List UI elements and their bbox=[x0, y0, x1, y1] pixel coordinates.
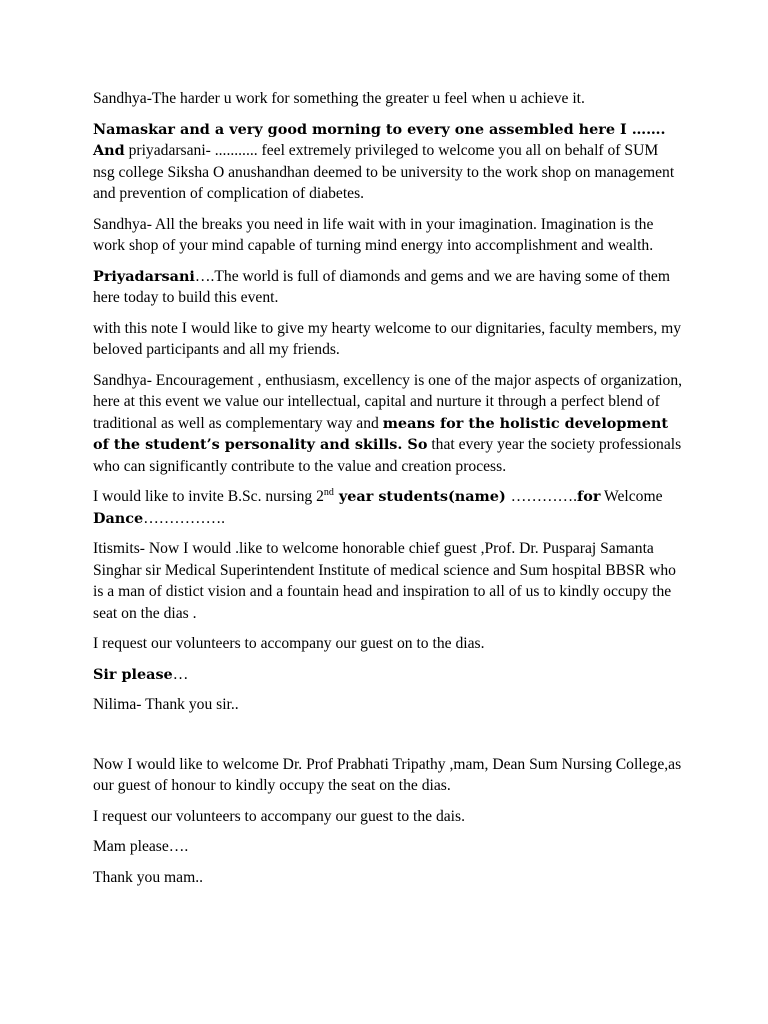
paragraph-volunteers-request-1: I request our volunteers to accompany our guest on to the dias. bbox=[93, 635, 485, 652]
paragraph-sir-please bbox=[93, 664, 683, 686]
encouragement-bold: means for the holistic development of the student’s personality and skills. So bbox=[93, 414, 668, 453]
paragraph-nilima-thanks: Nilima- Thank you sir.. bbox=[93, 696, 239, 713]
encouragement-text-b: that every year the society professionals who can significantly contribute to the value and creation process. bbox=[93, 436, 682, 475]
invite-text-c: ……………. bbox=[143, 509, 226, 527]
paragraph-invite-dance bbox=[93, 486, 683, 529]
invite-bold-students: year students(name) bbox=[333, 488, 511, 505]
paragraph-volunteers-request-2: I request our volunteers to accompany our guest to the dais. bbox=[93, 807, 465, 825]
speaker-name-priyadarsani: Priyadarsani bbox=[93, 267, 195, 285]
invite-bold-dance: Dance bbox=[93, 509, 144, 527]
invite-text-b: Welcome bbox=[600, 488, 663, 505]
priyadarsani-text: ….The world is full of diamonds and gems and we are having some of them here today to build this event. bbox=[93, 267, 670, 306]
paragraph-namaskar bbox=[93, 119, 683, 205]
ordinal-superscript: nd bbox=[323, 486, 334, 498]
invite-bold-for: for bbox=[577, 488, 601, 505]
invite-dots: …………. bbox=[510, 488, 578, 505]
blank-line bbox=[93, 725, 683, 754]
paragraph-welcome-note: with this note I would like to give my hearty welcome to our dignitaries, faculty members, my beloved participants and all my friends. bbox=[93, 319, 682, 358]
paragraph-sandhya-quote: Sandhya-The harder u work for something the greater u feel when u achieve it. bbox=[93, 90, 585, 107]
namaskar-greeting: Namaskar and a very good morning to every one assembled here I ……. And bbox=[93, 120, 666, 159]
invite-text-a: I would like to invite B.Sc. nursing 2 bbox=[93, 488, 324, 505]
namaskar-text: priyadarsani- ........... feel extremely privileged to welcome you all on behalf of SUM nsg college Siksha O anushandhan deemed to be university to the work shop on management and prevention of complication of diabetes. bbox=[93, 142, 675, 202]
sir-please-bold: Sir please bbox=[93, 665, 173, 683]
paragraph-sandhya-encouragement bbox=[93, 370, 683, 478]
paragraph-thank-you-mam: Thank you mam.. bbox=[93, 868, 204, 886]
document-page bbox=[93, 88, 683, 897]
paragraph-mam-please: Mam please…. bbox=[93, 838, 189, 855]
paragraph-chief-guest: Itismits- Now I would .like to welcome honorable chief guest ,Prof. Dr. Pusparaj Samanta Singhar sir Medical Superintendent Institute of medical science and Sum hospital BBSR who is a man of distict vision and a fountain head and inspiration to all of us to kindly occupy the seat on the dias . bbox=[93, 540, 676, 622]
sir-please-ellipsis: … bbox=[172, 665, 189, 683]
paragraph-guest-of-honour: Now I would like to welcome Dr. Prof Prabhati Tripathy ,mam, Dean Sum Nursing College,as our guest of honour to kindly occupy the seat on the dias. bbox=[93, 755, 682, 794]
paragraph-sandhya-imagination: Sandhya- All the breaks you need in life wait with in your imagination. Imagination is the work shop of your mind capable of turning mind energy into accomplishment and wealth. bbox=[93, 215, 654, 254]
encouragement-text-a: Sandhya- Encouragement , enthusiasm, excellency is one of the major aspects of organization, here at this event we value our intellectual, capital and nurture it through a perfect blend of traditional as well as complementary way and bbox=[93, 371, 683, 432]
paragraph-priyadarsani bbox=[93, 266, 683, 309]
